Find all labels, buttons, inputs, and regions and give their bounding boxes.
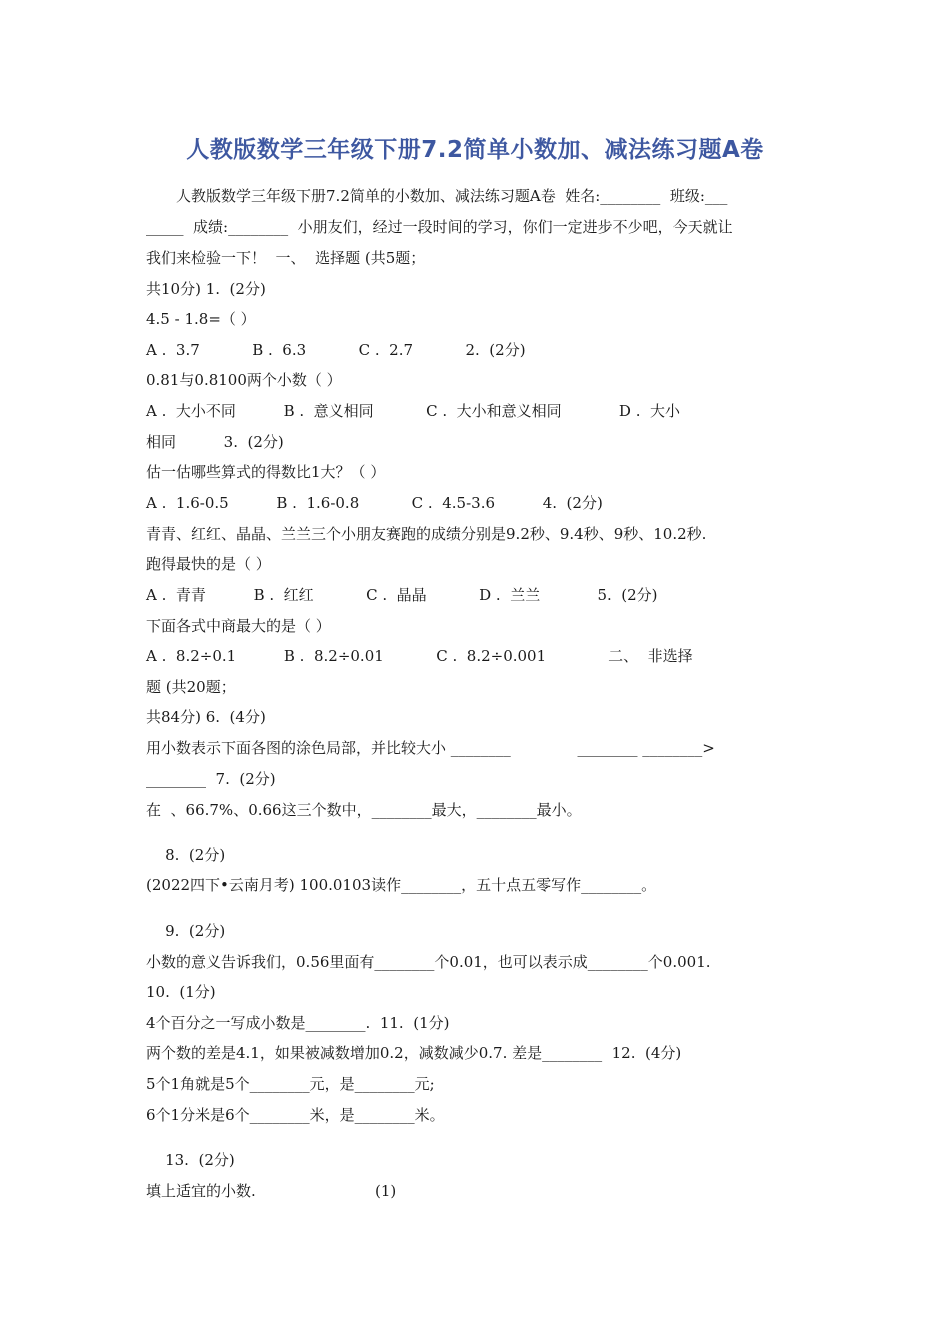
text-line: A . 8.2÷0.1 B . 8.2÷0.01 C . 8.2÷0.001 二、 非选择 [146, 647, 693, 665]
text-line: 4个百分之一写成小数是________. 11. (1分) [146, 1014, 450, 1032]
text-line: 两个数的差是4.1，如果被减数增加0.2，减数减少0.7. 差是________ 12. (4分) [146, 1044, 682, 1062]
text-line: 4.5 - 1.8=（ ） [146, 310, 256, 328]
text-line: 人教版数学三年级下册7.2简单的小数加、减法练习题A卷 姓名:________ 班级:___ [146, 187, 728, 205]
text-line: 我们来检验一下！ 一、 选择题 (共5题； [146, 249, 426, 267]
text-line: 填上适宜的小数. (1) [146, 1182, 397, 1200]
text-line: 5个1角就是5个________元，是________元; [146, 1075, 435, 1093]
text-line: 13. (2分) [146, 1151, 235, 1169]
document-title: 人教版数学三年级下册7.2简单小数加、减法练习题A卷 [186, 137, 764, 163]
text-line: A . 大小不同 B . 意义相同 C . 大小和意义相同 D . 大小 [146, 402, 680, 420]
text-line: 估一估哪些算式的得数比1大？（ ） [146, 463, 386, 481]
text-line: 0.81与0.8100两个小数（ ） [146, 371, 342, 389]
text-line: A . 3.7 B . 6.3 C . 2.7 2. (2分) [146, 341, 526, 359]
text-line: 题 (共20题； [146, 678, 236, 696]
text-line: 10. (1分) [146, 983, 216, 1001]
text-line: 9. (2分) [146, 922, 226, 940]
text-line: 共84分) 6. (4分) [146, 708, 266, 726]
text-line: 共10分) 1. (2分) [146, 280, 266, 298]
text-line: 小数的意义告诉我们，0.56里面有________个0.01，也可以表示成________个0.001. [146, 953, 711, 971]
text-line: _____ 成绩:________ 小朋友们，经过一段时间的学习，你们一定进步不少吧，今天就让 [146, 218, 733, 236]
text-line: (2022四下•云南月考) 100.0103读作________，五十点五零写作________。 [146, 876, 657, 894]
text-line: ________ 7. (2分) [146, 770, 276, 788]
text-line: 用小数表示下面各图的涂色局部，并比较大小 ________ ________ ________> [146, 739, 715, 757]
text-line: 8. (2分) [146, 846, 226, 864]
text-line: 下面各式中商最大的是（ ） [146, 617, 331, 635]
text-line: 在 、66.7%、0.66这三个数中，________最大，________最小。 [146, 801, 582, 819]
text-line: 青青、红红、晶晶、兰兰三个小朋友赛跑的成绩分别是9.2秒、9.4秒、9秒、10.2秒. [146, 525, 707, 543]
text-line: A . 青青 B . 红红 C . 晶晶 D . 兰兰 5. (2分) [146, 586, 658, 604]
text-line: 相同 3. (2分) [146, 433, 284, 451]
text-line: A . 1.6-0.5 B . 1.6-0.8 C . 4.5-3.6 4. (2分) [146, 494, 603, 512]
text-line: 6个1分米是6个________米，是________米。 [146, 1106, 445, 1124]
text-line: 跑得最快的是（ ） [146, 555, 271, 573]
